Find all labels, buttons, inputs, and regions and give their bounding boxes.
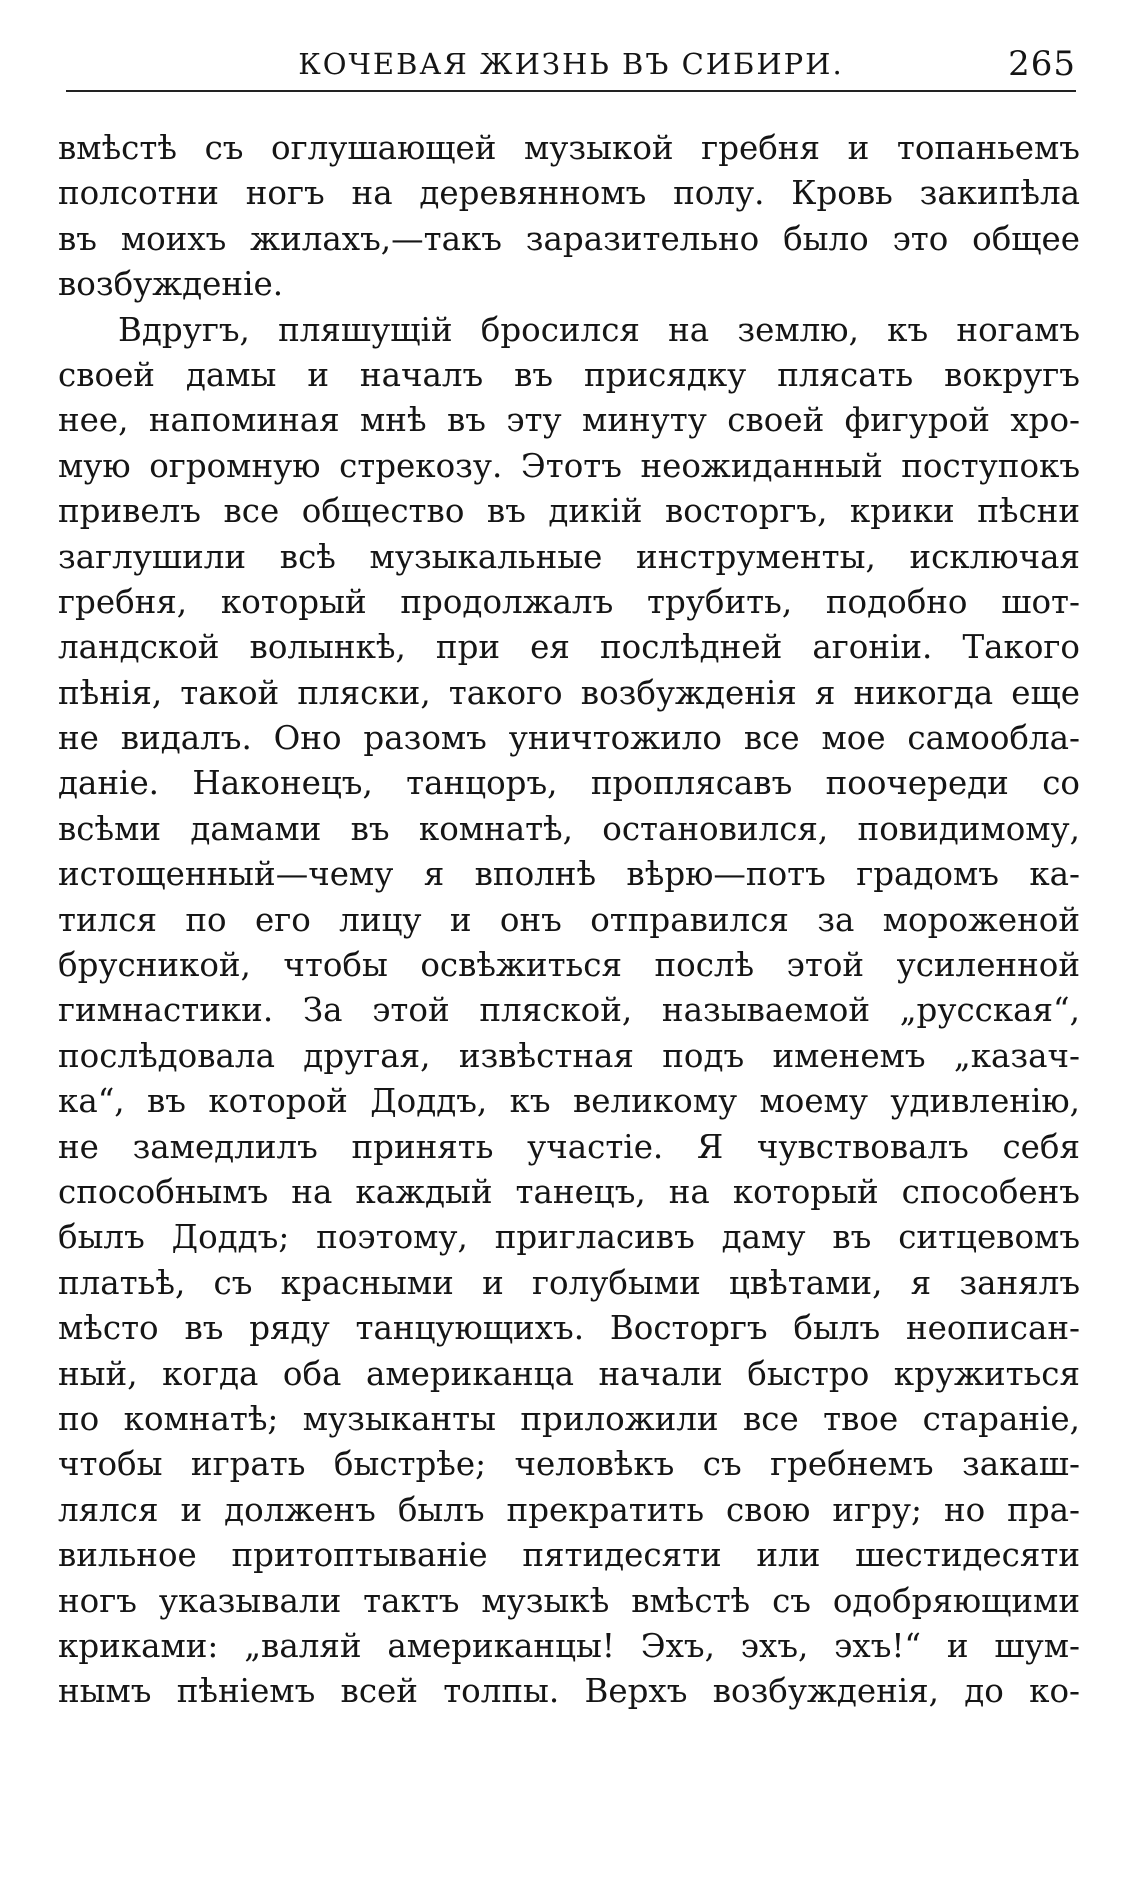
text-line: всѣми дамами въ комнатѣ, остановился, повидимому, [58, 809, 1080, 848]
text-line: криками: „валяй американцы! Эхъ, эхъ, эхъ!“ и шум- [58, 1626, 1080, 1665]
running-header [66, 44, 1076, 90]
text-line: платьѣ, съ красными и голубыми цвѣтами, я занялъ [58, 1263, 1080, 1302]
text-line: гимнастики. За этой пляской, называемой „русская“, [58, 991, 1080, 1030]
text-line: послѣдовала другая, извѣстная подъ именемъ „казач- [58, 1036, 1080, 1075]
text-line: своей дамы и началъ въ присядку плясать вокругъ [58, 355, 1080, 394]
text-line: брусникой, чтобы освѣжиться послѣ этой усиленной [58, 946, 1080, 985]
header-rule [66, 90, 1076, 92]
text-line: ный, когда оба американца начали быстро кружиться [58, 1354, 1080, 1393]
text-line: истощенный—чему я вполнѣ вѣрю—потъ градомъ ка- [58, 855, 1080, 894]
text-line: тился по его лицу и онъ отправился за мороженой [58, 900, 1080, 939]
body-text [58, 126, 1080, 1715]
text-line: Вдругъ, пляшущій бросился на землю, къ ногамъ [118, 310, 1080, 349]
text-line: былъ Доддъ; поэтому, пригласивъ даму въ ситцевомъ [58, 1218, 1080, 1257]
text-line: по комнатѣ; музыканты приложили все твое стараніе, [58, 1399, 1080, 1438]
text-line: ка“, въ которой Доддъ, къ великому моему удивленію, [58, 1082, 1080, 1121]
text-line: мѣсто въ ряду танцующихъ. Восторгъ былъ неописан- [58, 1309, 1080, 1348]
text-line: пѣнія, такой пляски, такого возбужденія я никогда еще [58, 673, 1080, 712]
text-line: способнымъ на каждый танецъ, на который способенъ [58, 1172, 1080, 1211]
text-line: не видалъ. Оно разомъ уничтожило все мое самообла- [58, 719, 1080, 758]
text-line: заглушили всѣ музыкальные инструменты, исключая [58, 537, 1080, 576]
text-line: нымъ пѣніемъ всей толпы. Верхъ возбужденія, до ко- [58, 1672, 1080, 1711]
text-line: ландской волынкѣ, при ея послѣдней агоніи. Такого [58, 628, 1080, 667]
text-line: вмѣстѣ съ оглушающей музыкой гребня и топаньемъ [58, 129, 1080, 167]
text-line: чтобы играть быстрѣе; человѣкъ съ гребнемъ закаш- [58, 1445, 1080, 1484]
text-line: гребня, который продолжалъ трубить, подобно шот- [58, 582, 1080, 621]
running-title: КОЧЕВАЯ ЖИЗНЬ ВЪ СИБИРИ. [298, 47, 844, 81]
text-line: даніе. Наконецъ, танцоръ, проплясавъ поочереди со [58, 764, 1080, 803]
text-line: нее, напоминая мнѣ въ эту минуту своей фигурой хро- [58, 401, 1080, 440]
text-line: вильное притоптываніе пятидесяти или шестидесяти [58, 1536, 1080, 1575]
text-line: лялся и долженъ былъ прекратить свою игру; но пра- [58, 1490, 1080, 1529]
text-line: не замедлилъ принять участіе. Я чувствовалъ себя [58, 1127, 1080, 1166]
page-number: 265 [1008, 44, 1076, 84]
text-line: возбужденіе. [58, 265, 284, 304]
text-line: ногъ указывали тактъ музыкѣ вмѣстѣ съ одобряющими [58, 1581, 1080, 1620]
text-line: въ моихъ жилахъ,—такъ заразительно было это общее [58, 219, 1080, 258]
text-line: мую огромную стрекозу. Этотъ неожиданный поступокъ [58, 446, 1080, 485]
text-line: полсотни ногъ на деревянномъ полу. Кровь закипѣла [58, 174, 1080, 213]
text-line: привелъ все общество въ дикій восторгъ, крики пѣсни [58, 492, 1080, 531]
